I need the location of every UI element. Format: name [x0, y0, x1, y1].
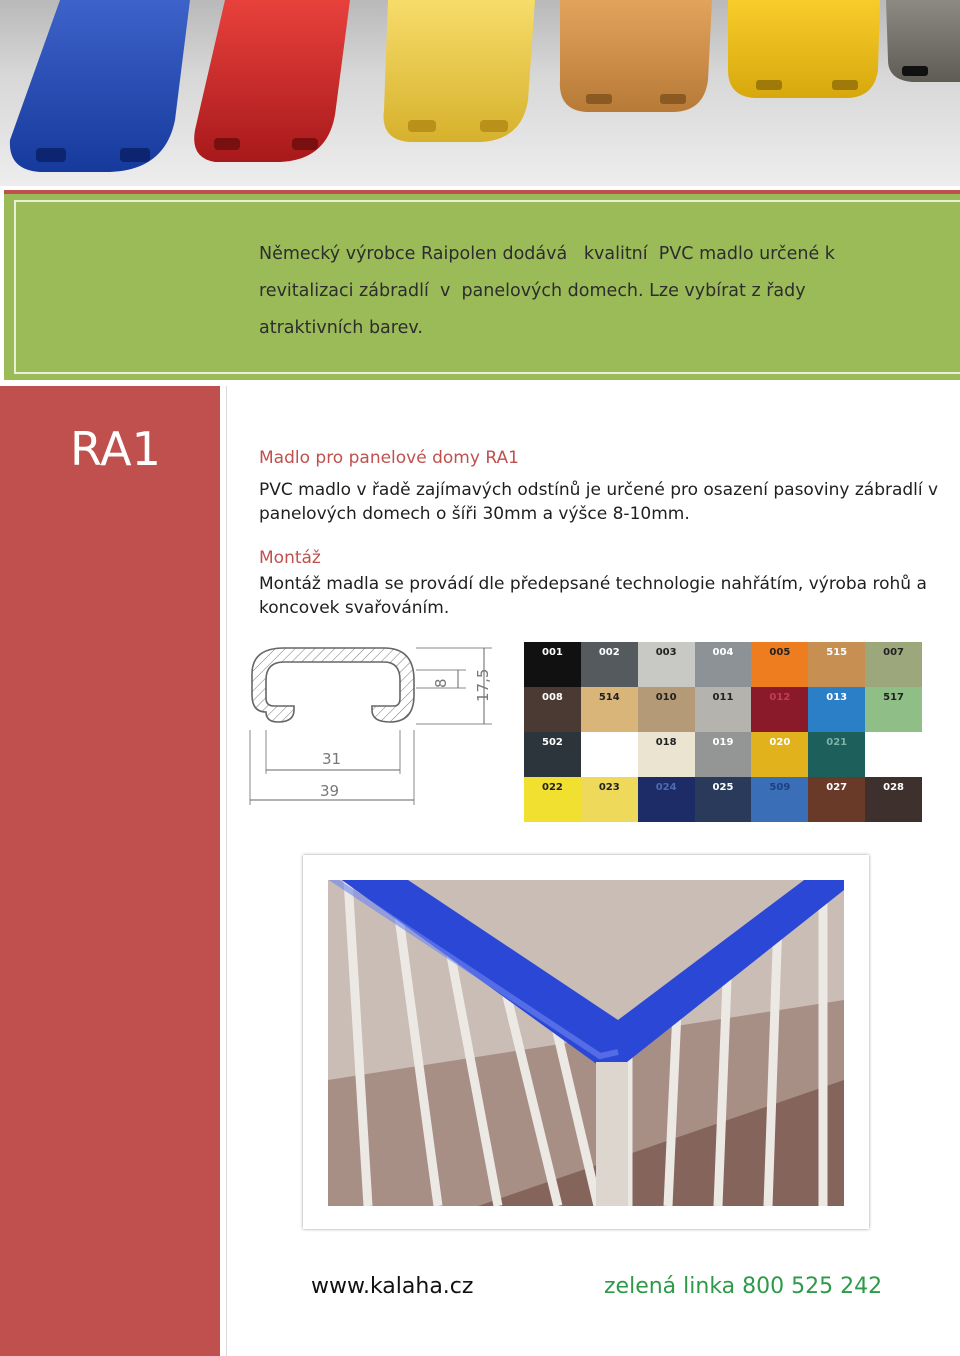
color-swatch-code: 027	[826, 782, 848, 793]
color-swatch	[695, 687, 752, 732]
phone-number: zelená linka 800 525 242	[604, 1274, 883, 1299]
product-code: RA1	[70, 422, 161, 476]
intro-text	[259, 236, 919, 347]
color-swatch	[638, 777, 695, 822]
color-swatch-code: 028	[883, 782, 904, 793]
color-swatch	[638, 642, 695, 687]
color-swatch-code: 012	[769, 692, 791, 703]
color-swatch-code: 022	[541, 782, 563, 793]
color-swatch-code: 515	[826, 647, 848, 658]
color-swatch	[524, 777, 581, 822]
color-swatch-code: 023	[598, 782, 620, 793]
blue-handrail-illustration	[328, 880, 844, 1206]
color-swatch-code: 021	[826, 737, 848, 748]
color-swatch-code: 003	[655, 647, 677, 658]
color-swatch-code: 025	[712, 782, 734, 793]
hero-photo	[0, 0, 960, 186]
color-swatch	[865, 777, 922, 822]
color-swatch	[751, 777, 808, 822]
assembly-heading: Montáž	[259, 548, 321, 568]
color-swatch-code: 005	[769, 647, 791, 658]
color-swatch	[865, 732, 922, 777]
dim-inner-height: 8	[432, 678, 450, 688]
color-swatch-code: 013	[826, 692, 848, 703]
color-swatch	[581, 687, 638, 732]
sidebar-divider	[226, 386, 227, 1356]
color-swatch-code: 024	[655, 782, 677, 793]
color-swatch	[751, 732, 808, 777]
handrail-profiles-illustration	[0, 0, 960, 186]
color-swatch	[865, 687, 922, 732]
color-swatch-code: 018	[655, 737, 677, 748]
color-swatch-chart	[524, 642, 922, 822]
color-swatch	[695, 732, 752, 777]
color-swatch	[524, 687, 581, 732]
color-swatch	[751, 642, 808, 687]
staircase-photo	[328, 880, 844, 1206]
color-swatch	[524, 732, 581, 777]
dim-outer-height: 17,5	[474, 668, 492, 702]
profile-cross-section-drawing	[244, 640, 504, 810]
color-swatch	[865, 642, 922, 687]
dim-outer-width: 39	[320, 782, 340, 800]
color-swatch	[808, 777, 865, 822]
color-swatch	[638, 732, 695, 777]
intro-line-3: atraktivních barev.	[259, 318, 423, 338]
color-swatch	[751, 687, 808, 732]
intro-line-1: Německý výrobce Raipolen dodává kvalitní PVC madlo určené k	[259, 244, 835, 264]
product-description: PVC madlo v řadě zajímavých odstínů je určené pro osazení pasoviny zábradlí v panelových domech o šíři 30mm a výšce 8-10mm.	[259, 480, 939, 524]
color-swatch	[695, 777, 752, 822]
color-swatch	[808, 732, 865, 777]
color-swatch-code: 514	[598, 692, 620, 703]
color-swatch	[581, 642, 638, 687]
color-swatch	[581, 777, 638, 822]
sidebar	[0, 386, 220, 1356]
website-link[interactable]: www.kalaha.cz	[311, 1274, 474, 1299]
product-title: Madlo pro panelové domy RA1	[259, 448, 519, 468]
color-swatch-code: 509	[769, 782, 791, 793]
color-swatch-code: 502	[541, 737, 563, 748]
color-swatch-code: 002	[598, 647, 620, 658]
assembly-text: Montáž madla se provádí dle předepsané technologie nahřátím, výroba rohů a koncovek svařováním.	[259, 574, 927, 618]
color-swatch	[638, 687, 695, 732]
color-swatch	[808, 642, 865, 687]
color-swatch	[808, 687, 865, 732]
dim-inner-width: 31	[322, 750, 342, 768]
color-swatch-code: 004	[712, 647, 734, 658]
color-swatch-code: 011	[712, 692, 734, 703]
color-swatch-code: 008	[541, 692, 563, 703]
color-swatch-code: 010	[655, 692, 677, 703]
color-swatch-code: 020	[769, 737, 791, 748]
color-swatch	[695, 642, 752, 687]
color-swatch-code: 019	[712, 737, 734, 748]
color-swatch-code: 007	[883, 647, 904, 658]
color-swatch-code: 001	[541, 647, 563, 658]
color-swatch	[524, 642, 581, 687]
color-swatch	[581, 732, 638, 777]
color-swatch-code: 517	[883, 692, 904, 703]
intro-line-2: revitalizaci zábradlí v panelových domech. Lze vybírat z řady	[259, 281, 806, 301]
